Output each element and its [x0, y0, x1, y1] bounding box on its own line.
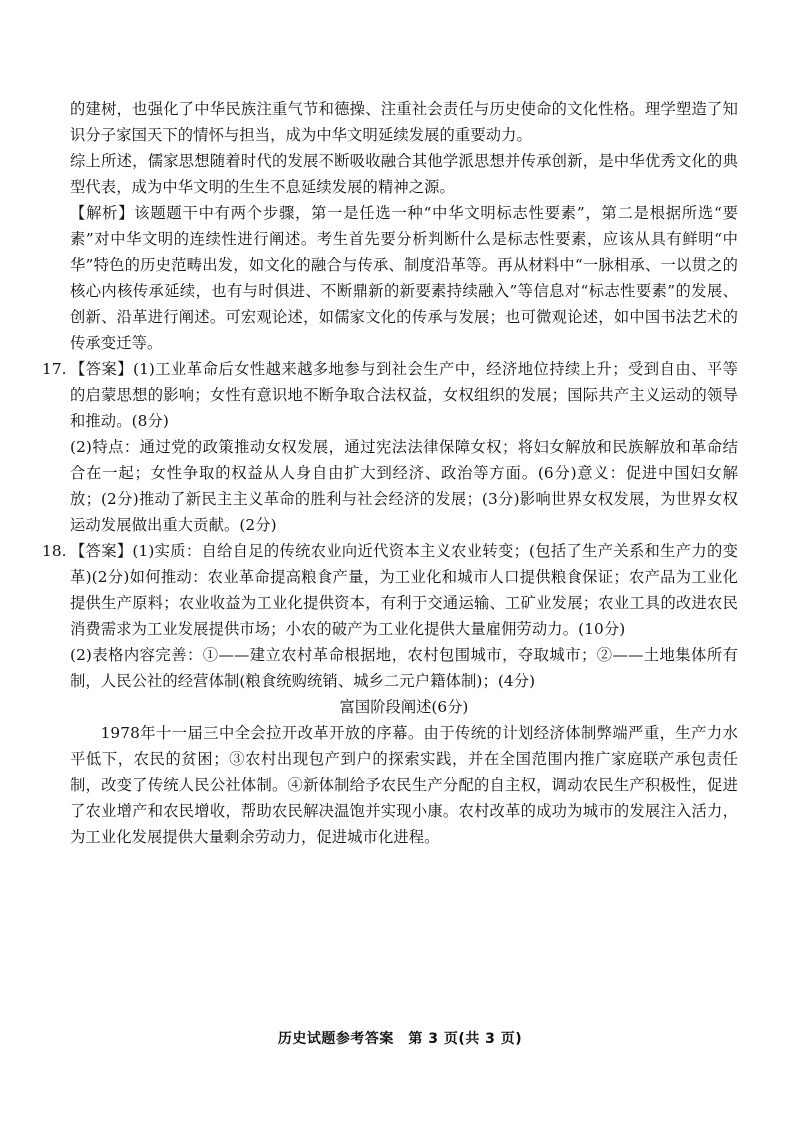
question-17	[42, 356, 738, 538]
question-18-part-1: 【答案】(1)实质：自给自足的传统农业向近代资本主义农业转变；(包括了生产关系和生产力的变革)(2分)如何推动：农业革命提高粮食产量，为工业化和城市人口提供粮食保证；农产品为工业化提供生产原料；农业收益为工业化提供资本，有利于交通运输、工矿业发展；农业工具的改进农民消费需求为工业发展提供市场；小农的破产为工业化提供大量雇佣劳动力。(10分)	[70, 542, 738, 638]
question-18	[42, 538, 738, 850]
question-17-number: 17.	[42, 360, 67, 378]
question-18-essay: 1978年十一届三中全会拉开改革开放的序幕。由于传统的计划经济体制弊端严重，生产力水平低下，农民的贫困；③农村出现包产到户的探索实践，并在全国范围内推广家庭联产承包责任制，改变了传统人民公社体制。④新体制给予农民生产分配的自主权，调动农民生产积极性，促进了农业增产和农民增收，帮助农民解决温饱并实现小康。农村改革的成功为城市的发展注入活力，为工业化发展提供大量剩余劳动力，促进城市化进程。	[70, 724, 738, 846]
question-17-part-1: 【答案】(1)工业革命后女性越来越多地参与到社会生产中，经济地位持续上升；受到自由、平等的启蒙思想的影响；女性有意识地不断争取合法权益，女权组织的发展；国际共产主义运动的领导和推动。(8分)	[70, 360, 738, 430]
analysis-paragraph: 【解析】该题题干中有两个步骤，第一是任选一种“中华文明标志性要素”，第二是根据所选“要素”对中华文明的连续性进行阐述。考生首先要分析判断什么是标志性要素，应该从具有鲜明“中华”特色的历史范畴出发，如文化的融合与传承、制度沿革等。再从材料中“一脉相承、一以贯之的核心内核传承延续，也有与时俱进、不断鼎新的新要素持续融入”等信息对“标志性要素”的发展、创新、沿革进行阐述。可宏观论述，如儒家文化的传承与发展；也可微观论述，如中国书法艺术的传承变迁等。	[70, 204, 738, 352]
question-18-number: 18.	[42, 542, 67, 560]
page-footer: 历史试题参考答案 第 3 页(共 3 页)	[277, 1031, 523, 1047]
intro-paragraph-1: 的建树，也强化了中华民族注重气节和德操、注重社会责任与历史使命的文化性格。理学塑造了知识分子家国天下的情怀与担当，成为中华文明延续发展的重要动力。	[70, 100, 738, 144]
document-page	[42, 96, 738, 850]
question-17-part-2: (2)特点：通过党的政策推动女权发展，通过宪法法律保障女权；将妇女解放和民族解放和革命结合在一起；女性争取的权益从人身自由扩大到经济、政治等方面。(6分)意义：促进中国妇女解放；(2分)推动了新民主主义革命的胜利与社会经济的发展；(3分)影响世界女权发展，为世界女权运动发展做出重大贡献。(2分)	[70, 438, 738, 534]
section-heading: 富国阶段阐述(6分)	[339, 698, 469, 716]
question-18-part-2: (2)表格内容完善：①——建立农村革命根据地，农村包围城市，夺取城市；②——土地集体所有制，人民公社的经营体制(粮食统购统销、城乡二元户籍体制)；(4分)	[70, 646, 738, 690]
summary-paragraph: 综上所述，儒家思想随着时代的发展不断吸收融合其他学派思想并传承创新，是中华优秀文化的典型代表，成为中华文明的生生不息延续发展的精神之源。	[70, 152, 738, 196]
